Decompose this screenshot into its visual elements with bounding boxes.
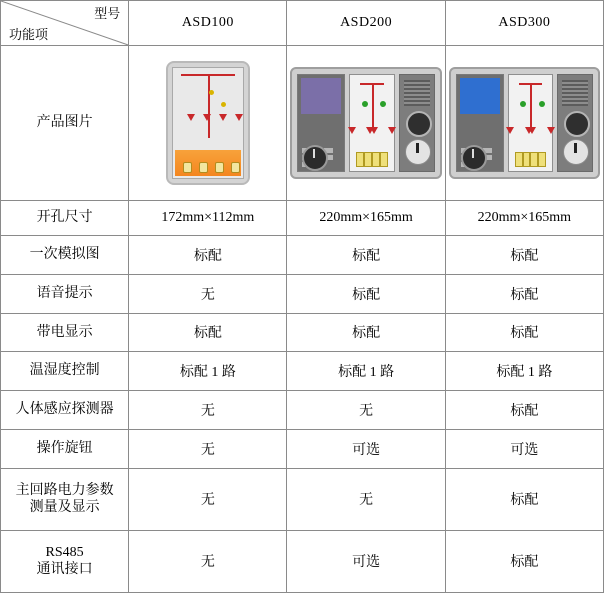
cell-mimic-diagram-asd300: 标配 [445, 235, 603, 274]
asd200-side-panel [399, 74, 435, 172]
row-label-power-measurement-line2: 测量及显示 [29, 500, 100, 516]
asd100-device-image [166, 61, 250, 185]
corner-header-cell [1, 1, 129, 46]
row-label-power-measurement-line1: 主回路电力参数 [15, 482, 114, 498]
cell-human-sensor-asd200: 无 [287, 391, 445, 430]
cell-rs485-asd300: 标配 [445, 530, 603, 592]
cell-human-sensor-asd100: 无 [129, 391, 287, 430]
row-label-power-measurement [1, 468, 129, 530]
cell-voice-prompt-asd300: 标配 [445, 274, 603, 313]
cell-temp-humidity-asd300: 标配 1 路 [445, 352, 603, 391]
row-label-voice-prompt: 语音提示 [1, 274, 129, 313]
row-label-operation-knob: 操作旋钮 [1, 429, 129, 468]
table-row-voice-prompt [1, 274, 604, 313]
cell-voice-prompt-asd100: 无 [129, 274, 287, 313]
table-row-product-image [1, 46, 604, 201]
cell-live-display-asd100: 标配 [129, 313, 287, 352]
cell-operation-knob-asd200: 可选 [287, 429, 445, 468]
function-header-label: 功能项 [9, 27, 49, 42]
table-row-operation-knob [1, 429, 604, 468]
table-header-row [1, 1, 604, 46]
table-row-human-sensor [1, 391, 604, 430]
cell-live-display-asd300: 标配 [445, 313, 603, 352]
table-row-power-measurement [1, 468, 604, 530]
cell-live-display-asd200: 标配 [287, 313, 445, 352]
cell-mimic-diagram-asd100: 标配 [129, 235, 287, 274]
model-header-asd100: ASD100 [129, 1, 287, 46]
row-label-temp-humidity-control: 温湿度控制 [1, 352, 129, 391]
asd200-device-image [290, 67, 441, 179]
cell-panel-cutout-asd100: 172mm×112mm [129, 201, 287, 236]
cell-temp-humidity-asd100: 标配 1 路 [129, 352, 287, 391]
row-label-panel-cutout: 开孔尺寸 [1, 201, 129, 236]
row-label-mimic-diagram: 一次模拟图 [1, 235, 129, 274]
row-label-rs485 [1, 530, 129, 592]
cell-panel-cutout-asd200: 220mm×165mm [287, 201, 445, 236]
cell-asd300-image [445, 46, 603, 201]
asd300-device-image [449, 67, 600, 179]
cell-power-measurement-asd300: 标配 [445, 468, 603, 530]
model-header-asd200: ASD200 [287, 1, 445, 46]
row-label-product-image: 产品图片 [1, 46, 129, 201]
cell-human-sensor-asd300: 标配 [445, 391, 603, 430]
cell-panel-cutout-asd300: 220mm×165mm [445, 201, 603, 236]
cell-voice-prompt-asd200: 标配 [287, 274, 445, 313]
model-header-label: 型号 [94, 6, 121, 21]
row-label-rs485-line2: 通讯接口 [36, 562, 93, 578]
table-row-mimic-diagram [1, 235, 604, 274]
asd300-side-panel [557, 74, 593, 172]
cell-power-measurement-asd100: 无 [129, 468, 287, 530]
cell-operation-knob-asd300: 可选 [445, 429, 603, 468]
cell-mimic-diagram-asd200: 标配 [287, 235, 445, 274]
row-label-live-display: 带电显示 [1, 313, 129, 352]
row-label-rs485-line1: RS485 [45, 544, 84, 560]
cell-asd100-image [129, 46, 287, 201]
asd300-mimic-diagram [508, 74, 553, 172]
table-row-temp-humidity-control [1, 352, 604, 391]
asd200-mimic-diagram [349, 74, 394, 172]
table-row-live-display [1, 313, 604, 352]
cell-operation-knob-asd100: 无 [129, 429, 287, 468]
cell-temp-humidity-asd200: 标配 1 路 [287, 352, 445, 391]
asd300-rotary-knob [461, 145, 487, 171]
model-header-asd300: ASD300 [445, 1, 603, 46]
cell-rs485-asd100: 无 [129, 530, 287, 592]
table-row-panel-cutout [1, 201, 604, 236]
row-label-human-sensor: 人体感应探测器 [1, 391, 129, 430]
cell-power-measurement-asd200: 无 [287, 468, 445, 530]
cell-asd200-image [287, 46, 445, 201]
table-row-rs485 [1, 530, 604, 592]
cell-rs485-asd200: 可选 [287, 530, 445, 592]
